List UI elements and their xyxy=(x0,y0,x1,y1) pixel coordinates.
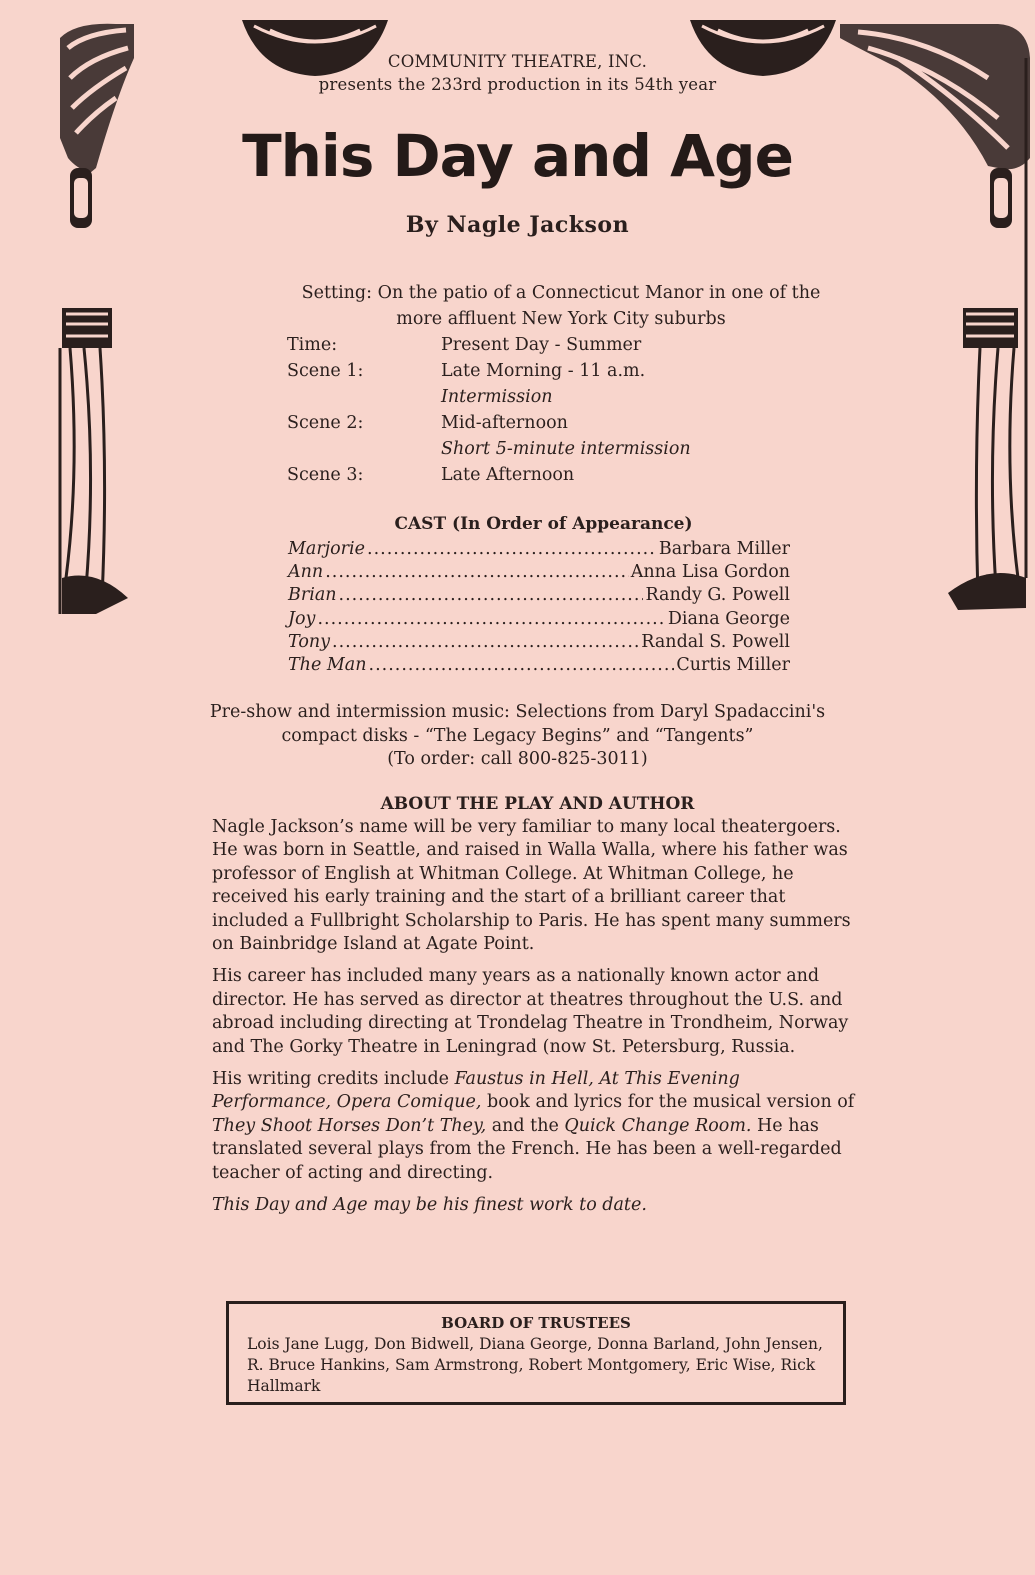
schedule-value: Present Day - Summer xyxy=(441,335,642,355)
cast-actor: Anna Lisa Gordon xyxy=(630,562,790,583)
credits-title: They Shoot Horses Don’t They, xyxy=(212,1115,487,1136)
cast-actor: Randal S. Powell xyxy=(641,631,790,652)
cast-role: Ann xyxy=(288,562,324,583)
credits-text: and the xyxy=(486,1115,565,1136)
schedule-row xyxy=(287,436,847,462)
leader-dots xyxy=(339,584,644,607)
leader-dots xyxy=(332,631,639,654)
schedule-label xyxy=(287,384,441,410)
credits-title: Faustus in Hell, At This Evening Performance, Opera Comique, xyxy=(212,1069,740,1113)
music-line: compact disks - “The Legacy Begins” and “Tangents” xyxy=(281,725,754,746)
setting-block xyxy=(287,280,847,488)
music-credits xyxy=(0,701,1035,772)
cast-row xyxy=(288,631,790,654)
schedule-row xyxy=(287,410,847,436)
schedule-label: Scene 1: xyxy=(287,361,364,381)
about-closing-line xyxy=(212,1194,864,1217)
leader-dots xyxy=(367,538,657,561)
cast-role: Marjorie xyxy=(288,539,365,559)
schedule-row xyxy=(287,462,847,488)
music-order-line: (To order: call 800-825-3011) xyxy=(387,749,648,769)
cast-row xyxy=(288,654,790,677)
about-paragraph: Nagle Jackson’s name will be very familiar to many local theatergoers. He was born in Seattle, and raised in Walla Walla, where his father was professor of English at Whitman College. At Whitman College, he received his early training and the start of a brilliant career that included a Fullbright Scholarship to Paris. He has spent many summers on Bainbridge Island at Agate Point. xyxy=(212,817,851,955)
board-members: Lois Jane Lugg, Don Bidwell, Diana George, Donna Barland, John Jensen, R. Bruce Hankins, Sam Armstrong, Robert Montgomery, Eric Wise, Rick Hallmark xyxy=(247,1335,823,1395)
schedule-value: Late Morning - 11 a.m. xyxy=(441,361,646,381)
schedule-row xyxy=(287,358,847,384)
setting-line: Setting: On the patio of a Connecticut Manor in one of the xyxy=(301,283,821,303)
board-of-trustees-box xyxy=(226,1301,846,1405)
cast-actor: Barbara Miller xyxy=(658,539,790,559)
music-line: Pre-show and intermission music: Selections from Daryl Spadaccini's xyxy=(209,702,826,722)
cast-actor: Diana George xyxy=(667,608,790,629)
schedule-label: Time: xyxy=(287,335,338,355)
play-title: This Day and Age xyxy=(242,122,793,190)
schedule-label: Scene 2: xyxy=(287,413,364,433)
setting-line: more affluent New York City suburbs xyxy=(396,309,726,329)
cast-list xyxy=(288,538,790,677)
cast-heading: CAST (In Order of Appearance) xyxy=(394,514,693,534)
cast-role: The Man xyxy=(288,655,367,676)
cast-row xyxy=(288,538,790,561)
cast-actor: Randy G. Powell xyxy=(645,585,790,606)
presenter-block xyxy=(0,50,1035,96)
cast-actor: Curtis Miller xyxy=(676,655,790,676)
schedule-row xyxy=(287,384,847,410)
credits-text: He has translated several plays from the French. He has been a well-regarded teacher of acting and directing. xyxy=(212,1115,842,1183)
credits-title: Quick Change Room. xyxy=(564,1115,752,1136)
about-heading: ABOUT THE PLAY AND AUTHOR xyxy=(380,794,695,814)
cast-role: Tony xyxy=(288,631,331,652)
cast-row xyxy=(288,584,790,607)
closing-text: This Day and Age may be his finest work to date. xyxy=(212,1195,647,1216)
schedule-value: Intermission xyxy=(441,387,553,407)
schedule-value: Mid-afternoon xyxy=(441,413,568,433)
cast-row xyxy=(288,608,790,631)
leader-dots xyxy=(369,654,675,677)
play-author: By Nagle Jackson xyxy=(405,212,630,238)
leader-dots xyxy=(317,608,665,631)
schedule-label: Scene 3: xyxy=(287,465,364,485)
credits-text: His writing credits include xyxy=(212,1069,455,1090)
schedule-value: Short 5-minute intermission xyxy=(441,439,691,459)
cast-role: Brian xyxy=(288,585,337,606)
schedule-value: Late Afternoon xyxy=(441,465,575,485)
credits-text: book and lyrics for the musical version of xyxy=(481,1092,855,1113)
cast-row xyxy=(288,561,790,584)
cast-role: Joy xyxy=(288,608,316,629)
schedule-label xyxy=(287,436,441,462)
presenter-line: COMMUNITY THEATRE, INC. xyxy=(387,52,648,71)
about-paragraph xyxy=(212,1068,864,1185)
board-heading: BOARD OF TRUSTEES xyxy=(441,1314,631,1332)
schedule-row xyxy=(287,332,847,358)
about-section xyxy=(212,816,864,1227)
production-line: presents the 233rd production in its 54th year xyxy=(318,75,717,94)
about-paragraph: His career has included many years as a nationally known actor and director. He has served as director at theatres throughout the U.S. and abroad including directing at Trondelag Theatre in Trondheim, Norway and The Gorky Theatre in Leningrad (now St. Petersburg, Russia. xyxy=(212,966,849,1057)
leader-dots xyxy=(325,561,629,584)
